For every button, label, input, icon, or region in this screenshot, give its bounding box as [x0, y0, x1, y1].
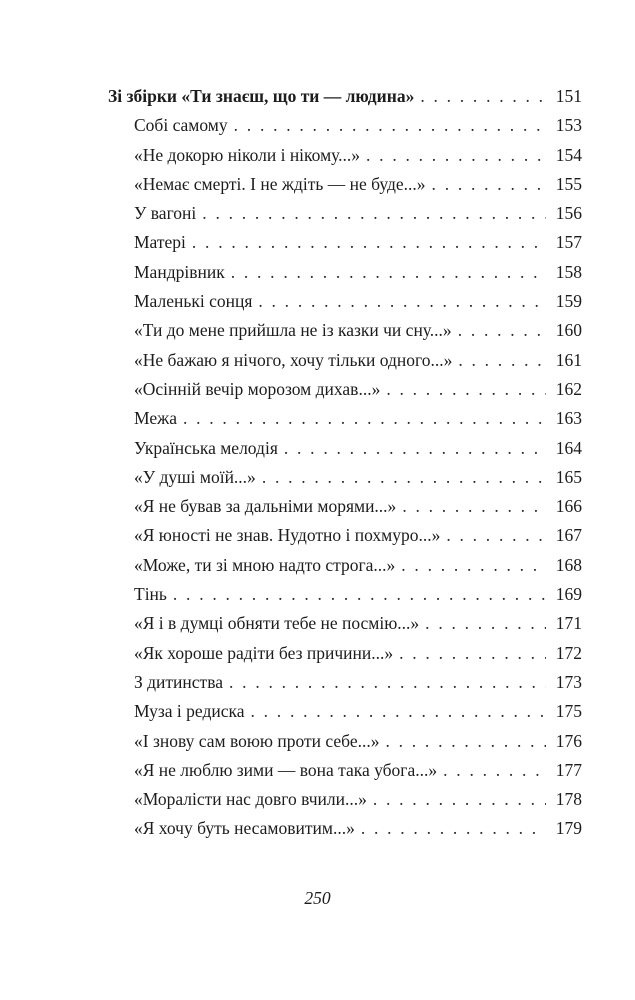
- toc-entry-title: Муза і редиска: [134, 701, 245, 722]
- toc-leader-dots: [373, 785, 546, 814]
- toc-leader-dots: [234, 111, 546, 140]
- toc-entry-title: Маленькі сонця: [134, 291, 253, 312]
- toc-entry: [108, 346, 582, 375]
- toc-entry-title: Собі самому: [134, 115, 228, 136]
- toc-section-heading: [108, 82, 582, 111]
- toc-leader-dots: [183, 404, 546, 433]
- toc-entry: [108, 170, 582, 199]
- toc-entry-page: 178: [555, 789, 582, 810]
- toc-entry-page: 155: [555, 173, 582, 194]
- toc-entry-page: 175: [555, 701, 582, 722]
- toc-leader-dots: [425, 609, 546, 638]
- toc-leader-dots: [192, 228, 546, 257]
- table-of-contents: [108, 82, 582, 844]
- toc-leader-dots: [399, 639, 546, 668]
- toc-entry: [108, 609, 582, 638]
- toc-entry: [108, 463, 582, 492]
- toc-entry-page: 164: [555, 437, 582, 458]
- toc-entry-page: 165: [555, 466, 582, 487]
- toc-entry-title: Мандрівник: [134, 261, 225, 282]
- toc-entry-page: 162: [555, 378, 582, 399]
- toc-entry: [108, 727, 582, 756]
- toc-entry-title: «Моралісти нас довго вчили...»: [134, 789, 367, 810]
- toc-entry-title: Українська мелодія: [134, 437, 278, 458]
- toc-entry-page: 163: [555, 408, 582, 429]
- toc-entry: [108, 199, 582, 228]
- toc-entry-title: «Я не бував за дальніми морями...»: [134, 496, 397, 517]
- toc-entry-title: «Ти до мене прийшла не із казки чи сну...»: [134, 320, 452, 341]
- toc-entry-title: У вагоні: [134, 203, 197, 224]
- toc-entry-page: 179: [555, 818, 582, 839]
- toc-entry-page: 161: [555, 349, 582, 370]
- toc-section-page: 151: [555, 86, 582, 106]
- toc-entry-title: «Я і в думці обняти тебе не посмію...»: [134, 613, 420, 634]
- toc-entry-page: 159: [555, 291, 582, 312]
- toc-entry: [108, 668, 582, 697]
- toc-entry: [108, 258, 582, 287]
- toc-leader-dots: [402, 492, 546, 521]
- toc-leader-dots: [262, 463, 546, 492]
- toc-leader-dots: [432, 170, 546, 199]
- toc-entry: [108, 141, 582, 170]
- toc-leader-dots: [443, 756, 546, 785]
- toc-entry: [108, 492, 582, 521]
- toc-leader-dots: [458, 346, 546, 375]
- toc-entry-page: 156: [555, 203, 582, 224]
- toc-leader-dots: [231, 258, 546, 287]
- toc-entry-page: 172: [555, 642, 582, 663]
- toc-entry-title: Тінь: [134, 584, 167, 605]
- toc-entry-page: 167: [555, 525, 582, 546]
- toc-entry-title: «У душі моїй...»: [134, 466, 256, 487]
- toc-entry-page: 153: [555, 115, 582, 136]
- toc-leader-dots: [361, 814, 546, 843]
- toc-entry-title: «І знову сам воюю проти себе...»: [134, 730, 380, 751]
- toc-entry-page: 169: [555, 584, 582, 605]
- toc-leader-dots: [251, 697, 547, 726]
- toc-leader-dots: [366, 141, 546, 170]
- toc-entry: [108, 551, 582, 580]
- toc-entry-title: «Я не люблю зими — вона така убога...»: [134, 759, 438, 780]
- toc-entry-title: «Осінній вечір морозом дихав...»: [134, 378, 381, 399]
- toc-leader-dots: [385, 727, 546, 756]
- toc-entry: [108, 228, 582, 257]
- toc-entry: [108, 697, 582, 726]
- toc-entry: [108, 639, 582, 668]
- toc-entry: [108, 287, 582, 316]
- toc-entry-page: 166: [555, 496, 582, 517]
- toc-entry: [108, 814, 582, 843]
- toc-leader-dots: [202, 199, 546, 228]
- toc-entry-title: «Я хочу буть несамовитим...»: [134, 818, 355, 839]
- toc-leader-dots: [386, 375, 546, 404]
- toc-entry-title: «Я юності не знав. Нудотно і похмуро...»: [134, 525, 441, 546]
- toc-entry-page: 158: [555, 261, 582, 282]
- toc-entry-page: 173: [555, 671, 582, 692]
- toc-entry-title: «Може, ти зі мною надто строга...»: [134, 554, 396, 575]
- toc-leader-dots: [229, 668, 546, 697]
- toc-entry-title: Матері: [134, 232, 186, 253]
- toc-entry-page: 171: [555, 613, 582, 634]
- toc-entry: [108, 316, 582, 345]
- toc-entry-page: 160: [555, 320, 582, 341]
- toc-entry: [108, 434, 582, 463]
- toc-entry: [108, 580, 582, 609]
- toc-leader-dots: [458, 316, 546, 345]
- toc-leader-dots: [284, 434, 546, 463]
- toc-entry-title: З дитинства: [134, 671, 224, 692]
- toc-section-title: Зі збірки «Ти знаєш, що ти — людина»: [108, 86, 415, 106]
- toc-entry: [108, 404, 582, 433]
- toc-leader-dots: [173, 580, 546, 609]
- toc-entry-title: Межа: [134, 408, 177, 429]
- toc-entry-title: «Немає смерті. І не ждіть — не буде...»: [134, 173, 426, 194]
- toc-leader-dots: [446, 521, 546, 550]
- toc-entry-title: «Не бажаю я нічого, хочу тільки одного...»: [134, 349, 453, 370]
- toc-entry: [108, 521, 582, 550]
- toc-entry: [108, 756, 582, 785]
- toc-entry: [108, 111, 582, 140]
- toc-entry-page: 157: [555, 232, 582, 253]
- toc-leader-dots: [258, 287, 546, 316]
- toc-entry-page: 177: [555, 759, 582, 780]
- toc-entry: [108, 785, 582, 814]
- toc-entry-title: «Як хороше радіти без причини...»: [134, 642, 394, 663]
- toc-entry-page: 154: [555, 144, 582, 165]
- toc-entry-page: 176: [555, 730, 582, 751]
- toc-leader-dots: [420, 82, 546, 111]
- toc-entry-title: «Не докорю ніколи і нікому...»: [134, 144, 361, 165]
- page-number-folio: 250: [304, 888, 331, 908]
- toc-entries: [108, 111, 582, 843]
- toc-entry: [108, 375, 582, 404]
- toc-entry-page: 168: [555, 554, 582, 575]
- toc-leader-dots: [401, 551, 546, 580]
